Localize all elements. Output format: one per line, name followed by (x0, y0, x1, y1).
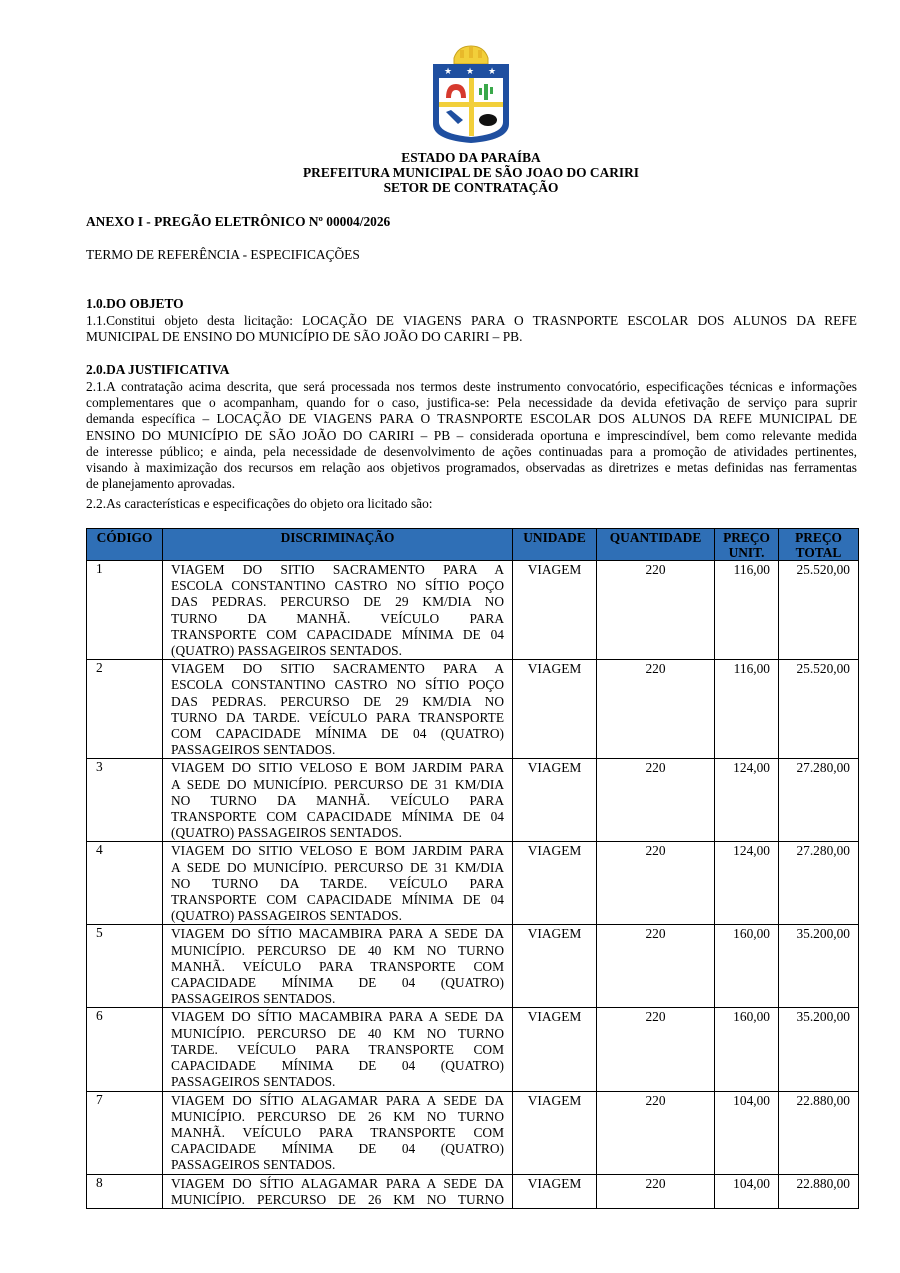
document-header (0, 150, 900, 195)
row-codigo: 1 (87, 561, 163, 660)
description-line: ESCOLA CONSTANTINO CASTRO NO SÍTIO POÇO (171, 578, 504, 594)
col-header-quantidade: QUANTIDADE (597, 529, 715, 561)
section-1-heading: 1.0.DO OBJETO (86, 296, 184, 311)
svg-text:★: ★ (444, 67, 453, 77)
description-line: VIAGEM DO SITIO VELOSO E BOM JARDIM PARA (171, 760, 504, 776)
description-line: VIAGEM DO SÍTIO MACAMBIRA PARA A SEDE DA (171, 1009, 504, 1025)
section-2-heading: 2.0.DA JUSTIFICATIVA (86, 362, 230, 377)
row-quantidade: 220 (597, 1091, 715, 1174)
row-discriminacao (163, 1174, 513, 1208)
row-codigo: 6 (87, 1008, 163, 1091)
svg-text:★: ★ (488, 67, 497, 77)
col-header-unidade: UNIDADE (513, 529, 597, 561)
header-prefecture: PREFEITURA MUNICIPAL DE SÃO JOAO DO CARIRI (302, 165, 640, 180)
row-quantidade: 220 (597, 660, 715, 759)
row-discriminacao (163, 842, 513, 925)
row-discriminacao (163, 660, 513, 759)
description-line: DAS PEDRAS. PERCURSO DE 29 KM/DIA NO (171, 693, 504, 709)
description-line: NO TURNO DA TARDE. VEÍCULO PARA (171, 875, 504, 891)
row-preco-unit: 160,00 (715, 925, 779, 1008)
section-1-body (86, 313, 857, 345)
section-2-line: de planejamento aprovadas. (86, 476, 236, 492)
col-header-preco-total: PREÇO TOTAL (779, 529, 859, 561)
row-preco-unit: 104,00 (715, 1091, 779, 1174)
col-header-preco-unit: PREÇO UNIT. (715, 529, 779, 561)
row-codigo: 2 (87, 660, 163, 759)
row-preco-unit: 116,00 (715, 660, 779, 759)
row-preco-unit: 160,00 (715, 1008, 779, 1091)
row-quantidade: 220 (597, 1174, 715, 1208)
description-line: VIAGEM DO SITIO SACRAMENTO PARA A (171, 562, 504, 577)
description-line: VIAGEM DO SÍTIO ALAGAMAR PARA A SEDE DA (171, 1092, 504, 1108)
description-line: TRANSPORTE COM CAPACIDADE MÍNIMA DE 04 (171, 809, 504, 825)
item-2-2: 2.2.As características e especificações do objeto ora licitado são: (86, 496, 433, 511)
description-line: MANHÃ. VEÍCULO PARA TRANSPORTE COM (171, 1124, 504, 1140)
section-2-line: ENSINO DO MUNICÍPIO DE SÃO JOÃO DO CARIRI – PB – considerada oportuna e imprescindível, bem como relevante medida (86, 427, 857, 443)
description-line: MUNICÍPIO. PERCURSO DE 26 KM NO TURNO (171, 1191, 504, 1207)
row-preco-total: 22.880,00 (779, 1091, 859, 1174)
description-line: MUNICÍPIO. PERCURSO DE 40 KM NO TURNO (171, 942, 504, 958)
description-line: NO TURNO DA MANHÃ. VEÍCULO PARA (171, 792, 504, 808)
section-2-line: visando à maximização dos recursos em relação aos objetivos programados, observadas as diretrizes e metas definidas nas ferramentas (86, 460, 857, 476)
section-2-line: de interesse público; e ainda, pela necessidade de desenvolvimento de ações continuadas para a promoção de atividades pertinentes, (86, 443, 857, 459)
description-line: VIAGEM DO SÍTIO MACAMBIRA PARA A SEDE DA (171, 926, 504, 942)
table-row (87, 1174, 859, 1208)
document-subtitle: TERMO DE REFERÊNCIA - ESPECIFICAÇÕES (86, 247, 360, 262)
row-preco-total: 27.280,00 (779, 842, 859, 925)
row-quantidade: 220 (597, 925, 715, 1008)
description-line: DAS PEDRAS. PERCURSO DE 29 KM/DIA NO (171, 594, 504, 610)
row-unidade: VIAGEM (513, 842, 597, 925)
row-unidade: VIAGEM (513, 660, 597, 759)
description-line: PASSAGEIROS SENTADOS. (171, 1157, 336, 1173)
table-row (87, 1091, 859, 1174)
row-preco-total: 35.200,00 (779, 1008, 859, 1091)
svg-text:★: ★ (466, 67, 475, 77)
row-unidade: VIAGEM (513, 561, 597, 660)
description-line: VIAGEM DO SÍTIO ALAGAMAR PARA A SEDE DA (171, 1175, 504, 1191)
section-1-line: 1.1.Constitui objeto desta licitação: LOCAÇÃO DE VIAGENS PARA O TRASNPORTE ESCOLAR DOS ALUNOS DA REFE (86, 313, 857, 328)
description-line: A SEDE DO MUNICÍPIO. PERCURSO DE 31 KM/DIA (171, 776, 504, 792)
table-body (87, 561, 859, 1209)
header-sector: SETOR DE CONTRATAÇÃO (383, 180, 559, 195)
row-preco-unit: 104,00 (715, 1174, 779, 1208)
row-preco-total: 22.880,00 (779, 1174, 859, 1208)
municipal-crest-icon (430, 44, 512, 144)
table-row (87, 842, 859, 925)
description-line: TRANSPORTE COM CAPACIDADE MÍNIMA DE 04 (171, 892, 504, 908)
section-2-body (86, 379, 857, 492)
description-line: CAPACIDADE MÍNIMA DE 04 (QUATRO) (171, 1141, 504, 1157)
row-codigo: 8 (87, 1174, 163, 1208)
row-unidade: VIAGEM (513, 1008, 597, 1091)
row-discriminacao (163, 925, 513, 1008)
description-line: A SEDE DO MUNICÍPIO. PERCURSO DE 31 KM/DIA (171, 859, 504, 875)
row-discriminacao (163, 1091, 513, 1174)
row-preco-total: 27.280,00 (779, 759, 859, 842)
description-line: (QUATRO) PASSAGEIROS SENTADOS. (171, 643, 402, 659)
description-line: (QUATRO) PASSAGEIROS SENTADOS. (171, 908, 402, 924)
specifications-table (86, 528, 859, 1209)
row-quantidade: 220 (597, 759, 715, 842)
table-row (87, 925, 859, 1008)
row-quantidade: 220 (597, 1008, 715, 1091)
col-header-discriminacao: DISCRIMINAÇÃO (163, 529, 513, 561)
section-2-line: 2.1.A contratação acima descrita, que será processada nos termos deste instrumento convocatório, especificações técnicas e informações (86, 379, 857, 394)
description-line: MUNICÍPIO. PERCURSO DE 26 KM NO TURNO (171, 1108, 504, 1124)
row-preco-unit: 124,00 (715, 842, 779, 925)
row-quantidade: 220 (597, 842, 715, 925)
row-quantidade: 220 (597, 561, 715, 660)
description-line: (QUATRO) PASSAGEIROS SENTADOS. (171, 825, 402, 841)
description-line: COM CAPACIDADE MÍNIMA DE 04 (QUATRO) (171, 726, 504, 742)
table-header-row (87, 529, 859, 561)
row-preco-total: 25.520,00 (779, 660, 859, 759)
row-codigo: 5 (87, 925, 163, 1008)
description-line: CAPACIDADE MÍNIMA DE 04 (QUATRO) (171, 1058, 504, 1074)
annex-title: ANEXO I - PREGÃO ELETRÔNICO Nº 00004/2026 (86, 214, 391, 229)
description-line: MANHÃ. VEÍCULO PARA TRANSPORTE COM (171, 958, 504, 974)
row-discriminacao (163, 1008, 513, 1091)
description-line: MUNICÍPIO. PERCURSO DE 40 KM NO TURNO (171, 1025, 504, 1041)
row-codigo: 7 (87, 1091, 163, 1174)
row-discriminacao (163, 561, 513, 660)
table-row (87, 660, 859, 759)
description-line: VIAGEM DO SITIO SACRAMENTO PARA A (171, 661, 504, 677)
row-preco-unit: 124,00 (715, 759, 779, 842)
description-line: CAPACIDADE MÍNIMA DE 04 (QUATRO) (171, 975, 504, 991)
row-codigo: 4 (87, 842, 163, 925)
description-line: PASSAGEIROS SENTADOS. (171, 1074, 336, 1090)
col-header-codigo: CÓDIGO (87, 529, 163, 561)
header-state: ESTADO DA PARAÍBA (401, 150, 541, 165)
description-line: TURNO DA MANHÃ. VEÍCULO PARA (171, 610, 504, 626)
row-discriminacao (163, 759, 513, 842)
description-line: TRANSPORTE COM CAPACIDADE MÍNIMA DE 04 (171, 626, 504, 642)
description-line: TARDE. VEÍCULO PARA TRANSPORTE COM (171, 1041, 504, 1057)
row-unidade: VIAGEM (513, 759, 597, 842)
description-line: PASSAGEIROS SENTADOS. (171, 991, 336, 1007)
description-line: VIAGEM DO SITIO VELOSO E BOM JARDIM PARA (171, 843, 504, 859)
section-2-line: complementares que o acompanham, quando for o caso, justifica-se: Pela necessidade da devida efetivação de serviço para suprir (86, 395, 857, 411)
table-row (87, 759, 859, 842)
row-preco-total: 35.200,00 (779, 925, 859, 1008)
row-preco-unit: 116,00 (715, 561, 779, 660)
description-line: PASSAGEIROS SENTADOS. (171, 742, 336, 758)
section-2-line: demanda específica – LOCAÇÃO DE VIAGENS PARA O TRASNPORTE ESCOLAR DOS ALUNOS DA REFE MUNICIPAL DE (86, 411, 857, 427)
table-row (87, 1008, 859, 1091)
description-line: ESCOLA CONSTANTINO CASTRO NO SÍTIO POÇO (171, 677, 504, 693)
row-unidade: VIAGEM (513, 1174, 597, 1208)
row-unidade: VIAGEM (513, 925, 597, 1008)
table-row (87, 561, 859, 660)
row-preco-total: 25.520,00 (779, 561, 859, 660)
description-line: TURNO DA TARDE. VEÍCULO PARA TRANSPORTE (171, 709, 504, 725)
row-codigo: 3 (87, 759, 163, 842)
section-1-line: MUNICIPAL DE ENSINO DO MUNICÍPIO DE SÃO JOÃO DO CARIRI – PB. (86, 329, 523, 345)
row-unidade: VIAGEM (513, 1091, 597, 1174)
